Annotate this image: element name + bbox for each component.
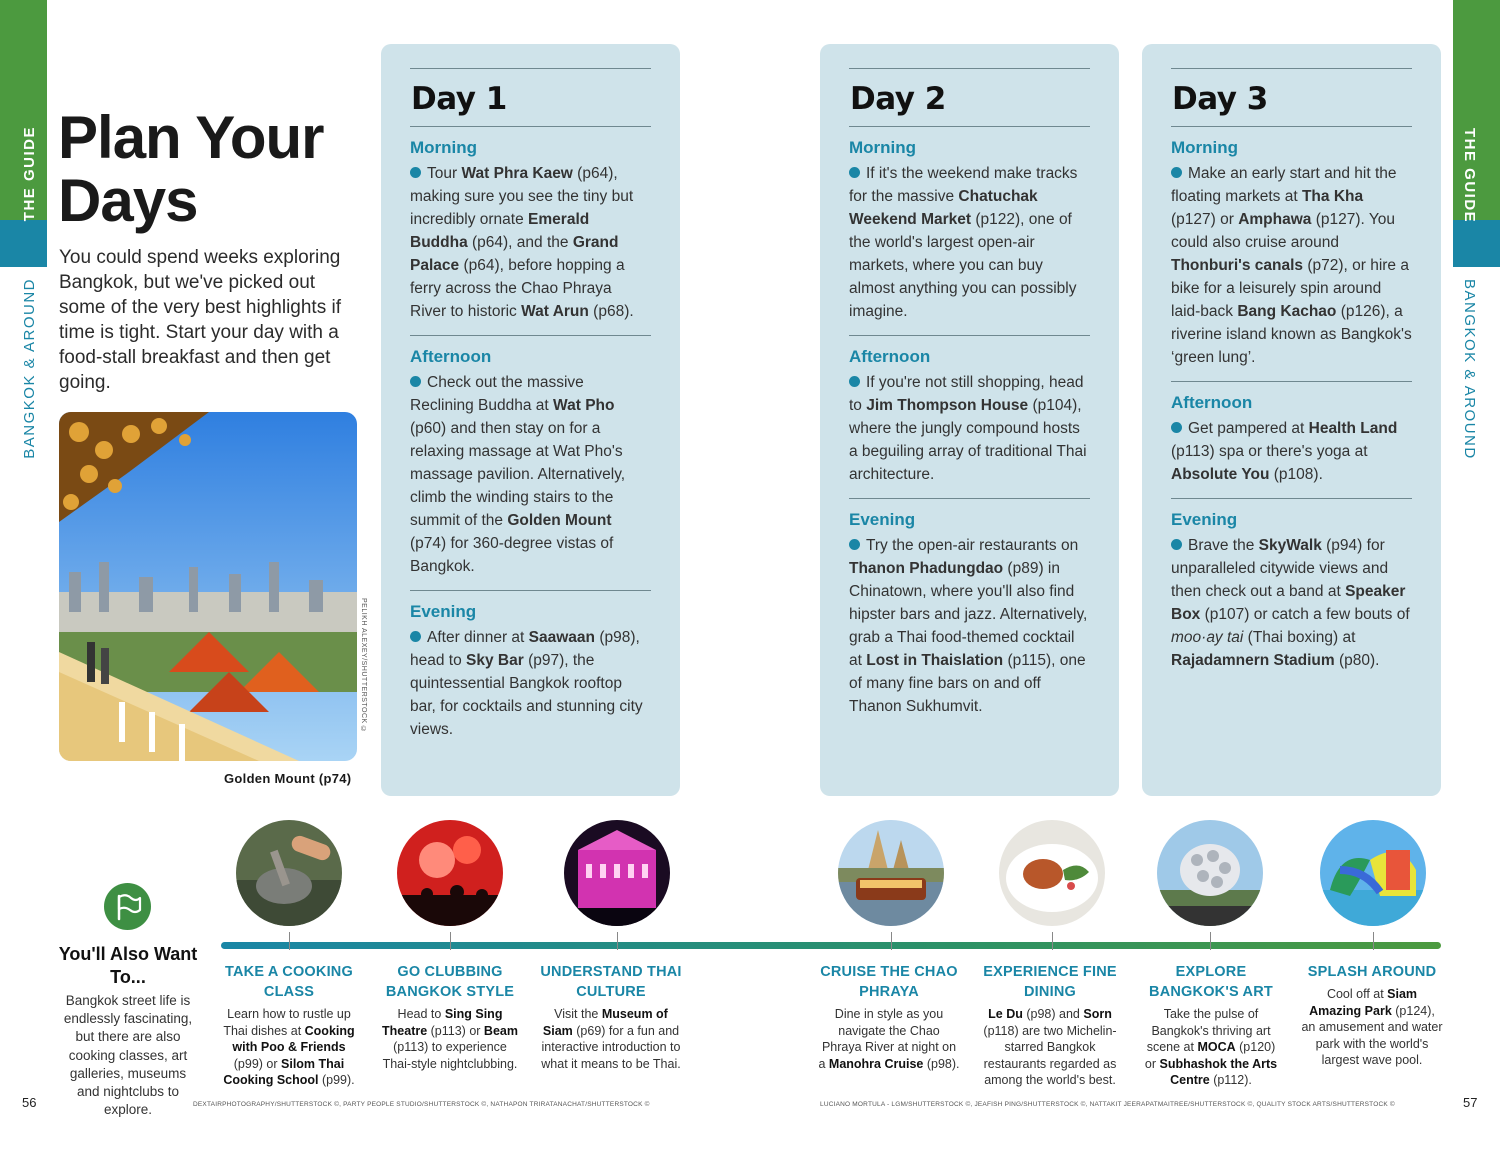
divider (410, 126, 651, 127)
divider (410, 335, 651, 336)
right-section-tab (1453, 220, 1500, 267)
golden-mount-photo (59, 412, 357, 761)
activity-title: GO CLUBBING BANGKOK STYLE (385, 964, 515, 1000)
slot-label-morning: Morning (410, 138, 478, 157)
also-text: Bangkok street life is endlessly fascinating, but there are also cooking classes, art galleries, museums and nightclubs to explore. (63, 993, 193, 1118)
slot-label-morning: Morning (849, 138, 917, 157)
photo-credit: PELIKH ALEXEY/SHUTTERSTOCK © (360, 598, 367, 734)
activity-text: Learn how to rustle up Thai dishes at Cooking with Poo & Friends (p99) or Silom Thai Cooking School (p99). (223, 1007, 355, 1088)
bullet-icon (410, 376, 421, 387)
bullet-icon (1171, 539, 1182, 550)
timeline-tick (289, 932, 290, 950)
day-2-card (820, 44, 1119, 796)
slot-text-evening (849, 534, 1090, 718)
day-3-card (1142, 44, 1441, 796)
left-guide-label: THE GUIDE (21, 126, 38, 222)
page-number-left: 56 (22, 1095, 37, 1110)
slot-text-afternoon (1171, 417, 1412, 486)
activity-text: Take the pulse of Bangkok's thriving art scene at MOCA (p120) or Subhashok the Arts Centre (p112). (1144, 1007, 1278, 1088)
divider (849, 498, 1090, 499)
slot-body: Tour Wat Phra Kaew (p64), making sure you see the tiny but incredibly ornate Emerald Buddha (p64), and the Grand Palace (p64), before hopping a ferry across the Chao Phraya River to historic Wat Arun (p68). (410, 165, 634, 320)
art-gallery-photo (1157, 820, 1263, 926)
timeline-tick (617, 932, 618, 950)
divider (1171, 126, 1412, 127)
activity-title: CRUISE THE CHAO PHRAYA (820, 964, 958, 1000)
photo-credits-right: LUCIANO MORTULA - LGM/SHUTTERSTOCK ©, JEAFISH PING/SHUTTERSTOCK ©, NATTAKIT JEERAPATMAITREE/SHUTTERSTOCK ©, QUALITY STOCK ARTS/SHUTTERSTOCK © (820, 1101, 1395, 1108)
divider (410, 590, 651, 591)
slot-text-afternoon (849, 371, 1090, 486)
timeline-tick (1373, 932, 1374, 950)
right-section-label: BANGKOK & AROUND (1461, 279, 1478, 460)
left-section-tab (0, 220, 47, 267)
slot-label-afternoon: Afternoon (849, 347, 931, 366)
divider (849, 126, 1090, 127)
timeline-bar (221, 942, 1441, 949)
bullet-icon (1171, 422, 1182, 433)
divider (1171, 381, 1412, 382)
bullet-icon (1171, 167, 1182, 178)
timeline-tick (1210, 932, 1211, 950)
slot-text-evening (1171, 534, 1412, 672)
day-1-card (381, 44, 680, 796)
activity-title: SPLASH AROUND (1307, 964, 1437, 980)
divider (1171, 498, 1412, 499)
slot-body: Try the open-air restaurants on Thanon Phadungdao (p89) in Chinatown, where you'll also find hipster bars and jazz. Alternatively, grab a Thai food-themed cocktail at Lost in Thaislation (p115), one of many fine bars on and off Thanon Sukhumvit. (849, 537, 1088, 715)
slot-text-afternoon (410, 371, 651, 578)
slot-text-morning (410, 162, 651, 323)
activity-title: EXPLORE BANGKOK'S ART (1149, 964, 1273, 1000)
slot-label-evening: Evening (849, 510, 916, 529)
activity-text: Dine in style as you navigate the Chao Phraya River at night on a Manohra Cruise (p98). (818, 1007, 960, 1071)
slot-body: Make an early start and hit the floating markets at Tha Kha (p127) or Amphawa (p127). You could also cruise around Thonburi's canals (p72), or hire a bike for a leisurely spin around laid-back Bang Kachao (p126), a riverine island known as Bangkok's ‘green lung’. (1171, 165, 1412, 366)
cooking-class-photo (236, 820, 342, 926)
day-title: Day 2 (850, 81, 946, 117)
slot-body: After dinner at Saawaan (p98), head to Sky Bar (p97), the quintessential Bangkok rooftop bar, for cocktails and stunning city views. (410, 629, 643, 738)
activity-text: Head to Sing Sing Theatre (p113) or Beam (p113) to experience Thai-style nightclubbing. (382, 1007, 518, 1071)
intro-text: You could spend weeks exploring Bangkok, but we've picked out some of the very best highlights if time is tight. Start your day with a food-stall breakfast and then get going. (59, 247, 341, 393)
clubbing-photo (397, 820, 503, 926)
slot-label-afternoon: Afternoon (410, 347, 492, 366)
timeline-tick (1052, 932, 1053, 950)
day-title: Day 3 (1172, 81, 1268, 117)
slot-body: Brave the SkyWalk (p94) for unparalleled citywide views and then check out a band at Speaker Box (p107) or catch a few bouts of moo·ay tai (Thai boxing) at Rajadamnern Stadium (p80). (1171, 537, 1410, 669)
river-cruise-photo (838, 820, 944, 926)
page-title (58, 106, 324, 232)
slot-text-morning (1171, 162, 1412, 369)
page-title-line2: Days (58, 167, 198, 234)
slot-body: Get pampered at Health Land (p113) spa or there's yoga at Absolute You (p108). (1171, 420, 1398, 483)
flag-icon (104, 883, 151, 930)
left-section-label: BANGKOK & AROUND (21, 278, 38, 459)
divider (849, 335, 1090, 336)
bullet-icon (849, 167, 860, 178)
bullet-icon (849, 376, 860, 387)
activity-text: Le Du (p98) and Sorn (p118) are two Michelin-starred Bangkok restaurants regarded as among the world's best. (983, 1007, 1117, 1088)
slot-label-morning: Morning (1171, 138, 1239, 157)
photo-caption: Golden Mount (p74) (224, 771, 352, 786)
fine-dining-photo (999, 820, 1105, 926)
water-park-photo (1320, 820, 1426, 926)
day-title: Day 1 (411, 81, 507, 117)
also-title: You'll Also Want To... (58, 944, 198, 987)
slot-body: If you're not still shopping, head to Jim Thompson House (p104), where the jungly compound hosts a beguiling array of traditional Thai architecture. (849, 374, 1087, 483)
right-guide-label: THE GUIDE (1461, 128, 1478, 224)
activity-title: EXPERIENCE FINE DINING (983, 964, 1117, 1000)
timeline-tick (450, 932, 451, 950)
slot-text-evening (410, 626, 651, 741)
slot-label-afternoon: Afternoon (1171, 393, 1253, 412)
slot-body: If it's the weekend make tracks for the massive Chatuchak Weekend Market (p122), one of the world's largest open-air markets, where you can buy almost anything you can possibly imagine. (849, 165, 1078, 320)
slot-text-morning (849, 162, 1090, 323)
activity-title: UNDERSTAND THAI CULTURE (540, 964, 682, 1000)
slot-label-evening: Evening (1171, 510, 1238, 529)
bullet-icon (849, 539, 860, 550)
museum-photo (564, 820, 670, 926)
activity-text: Visit the Museum of Siam (p69) for a fun and interactive introduction to what it means to be Thai. (541, 1007, 681, 1071)
bullet-icon (410, 631, 421, 642)
activity-text: Cool off at Siam Amazing Park (p124), an amusement and water park with the world's largest wave pool. (1301, 987, 1443, 1068)
slot-label-evening: Evening (410, 602, 477, 621)
page-title-line1: Plan Your (58, 104, 324, 171)
slot-body: Check out the massive Reclining Buddha at Wat Pho (p60) and then stay on for a relaxing massage at Wat Pho's massage pavilion. Alternatively, climb the winding stairs to the summit of the Golden Mount (p74) for 360-degree vistas of Bangkok. (410, 374, 626, 575)
page-number-right: 57 (1463, 1095, 1478, 1110)
activity-title: TAKE A COOKING CLASS (225, 964, 353, 1000)
bullet-icon (410, 167, 421, 178)
timeline-tick (891, 932, 892, 950)
photo-credits-left: DEXTAIRPHOTOGRAPHY/SHUTTERSTOCK ©, PARTY PEOPLE STUDIO/SHUTTERSTOCK ©, NATHAPON TRIRATANACHAT/SHUTTERSTOCK © (193, 1101, 650, 1108)
